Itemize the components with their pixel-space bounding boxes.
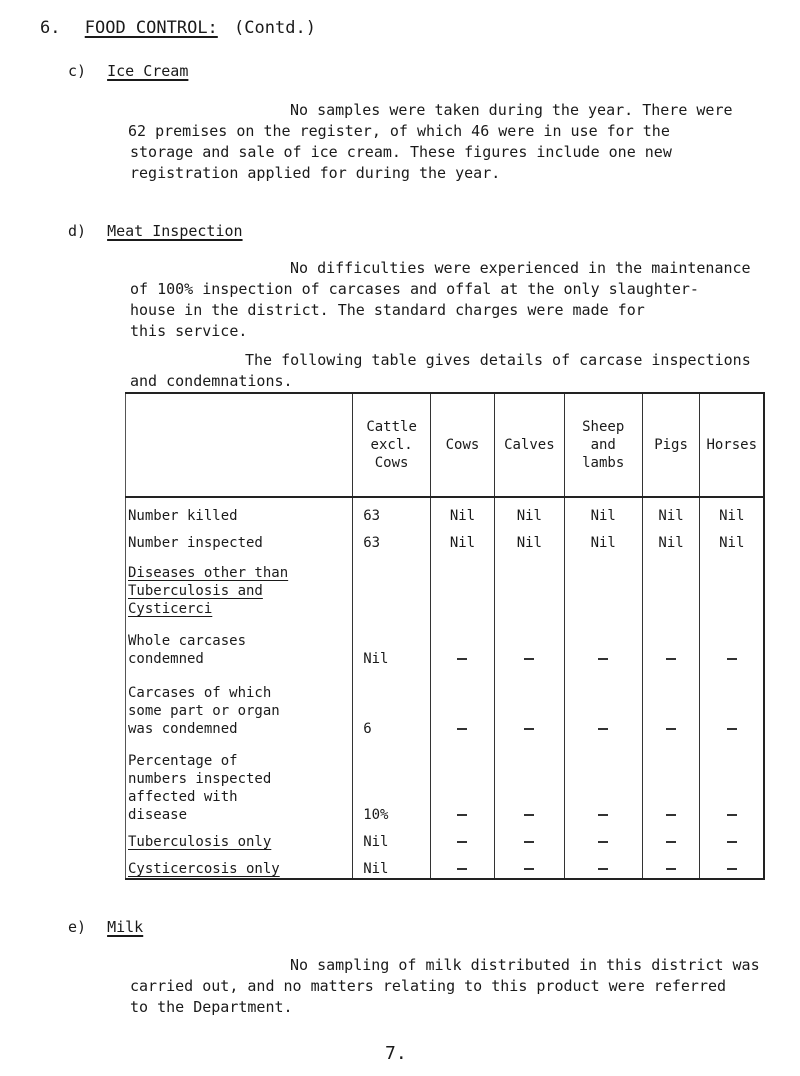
section-e-heading bbox=[68, 918, 143, 936]
table-cell: Nil bbox=[431, 525, 495, 552]
col-header: Calves bbox=[494, 393, 564, 497]
dash-mark bbox=[727, 728, 737, 730]
table-cell bbox=[642, 824, 700, 851]
table-cell bbox=[700, 738, 764, 824]
table-cell bbox=[642, 738, 700, 824]
row-label: Percentage of numbers inspected affected with disease bbox=[126, 738, 353, 824]
row-label: Cysticercosis only bbox=[126, 851, 353, 879]
table-cell bbox=[431, 824, 495, 851]
table-row bbox=[126, 618, 765, 668]
row-label: Number inspected bbox=[126, 525, 353, 552]
table-cell bbox=[564, 552, 642, 618]
dash-mark bbox=[727, 814, 737, 816]
section-d-text: No difficulties were experienced in the maintenance of 100% inspection of carcases and offal at the only slaughter- house in the district. The standard charges were made for this service. bbox=[130, 259, 751, 340]
table-row bbox=[126, 525, 765, 552]
table-cell: Nil bbox=[642, 497, 700, 525]
table-cell bbox=[494, 552, 564, 618]
section-c-letter: c) bbox=[68, 62, 87, 80]
dash-mark bbox=[666, 728, 676, 730]
dash-mark bbox=[727, 841, 737, 843]
dash-mark bbox=[524, 728, 534, 730]
section-d-heading bbox=[68, 222, 243, 240]
table-cell: 63 bbox=[353, 525, 431, 552]
dash-mark bbox=[524, 814, 534, 816]
dash-mark bbox=[598, 814, 608, 816]
dash-mark bbox=[598, 658, 608, 660]
col-header: Cattle excl. Cows bbox=[353, 393, 431, 497]
section-c-text: No samples were taken during the year. There were 62 premises on the register, of which 46 were in use for the storage and sale of ice cream. These figures include one new registration applied for during the year. bbox=[128, 101, 733, 182]
table-cell bbox=[700, 618, 764, 668]
table-row bbox=[126, 824, 765, 851]
table-cell bbox=[431, 738, 495, 824]
col-header: Sheep and lambs bbox=[564, 393, 642, 497]
dash-mark bbox=[457, 868, 467, 870]
dash-mark bbox=[524, 841, 534, 843]
table-cell bbox=[642, 668, 700, 738]
dash-mark bbox=[598, 868, 608, 870]
table-cell bbox=[494, 824, 564, 851]
table-cell: Nil bbox=[353, 618, 431, 668]
table-cell bbox=[700, 552, 764, 618]
table-cell bbox=[431, 851, 495, 879]
header-contd: (Contd.) bbox=[234, 18, 316, 38]
table-cell: Nil bbox=[564, 497, 642, 525]
dash-mark bbox=[457, 728, 467, 730]
table-cell bbox=[700, 824, 764, 851]
dash-mark bbox=[666, 841, 676, 843]
table-cell: Nil bbox=[700, 525, 764, 552]
table-cell bbox=[642, 851, 700, 879]
col-header: Pigs bbox=[642, 393, 700, 497]
page-header bbox=[40, 18, 316, 38]
table-cell bbox=[431, 552, 495, 618]
dash-mark bbox=[524, 658, 534, 660]
dash-mark bbox=[727, 658, 737, 660]
dash-mark bbox=[457, 814, 467, 816]
table-cell: Nil bbox=[353, 824, 431, 851]
row-label: Diseases other than Tuberculosis and Cysticerci bbox=[126, 552, 353, 618]
table-cell bbox=[431, 668, 495, 738]
table-cell bbox=[494, 668, 564, 738]
table-cell: Nil bbox=[353, 851, 431, 879]
table-cell bbox=[494, 738, 564, 824]
dash-mark bbox=[666, 658, 676, 660]
dash-mark bbox=[666, 814, 676, 816]
dash-mark bbox=[666, 868, 676, 870]
header-page-num: 6. bbox=[40, 18, 61, 38]
table-cell bbox=[494, 851, 564, 879]
table-cell: 6 bbox=[353, 668, 431, 738]
table-cell bbox=[431, 618, 495, 668]
dash-mark bbox=[457, 658, 467, 660]
col-header: Horses bbox=[700, 393, 764, 497]
section-c-heading bbox=[68, 62, 188, 80]
table-cell bbox=[700, 851, 764, 879]
section-d-letter: d) bbox=[68, 222, 87, 240]
table-row bbox=[126, 738, 765, 824]
dash-mark bbox=[598, 728, 608, 730]
dash-mark bbox=[727, 868, 737, 870]
row-label: Carcases of which some part or organ was condemned bbox=[126, 668, 353, 738]
dash-mark bbox=[598, 841, 608, 843]
col-header: Cows bbox=[431, 393, 495, 497]
table-cell bbox=[564, 824, 642, 851]
table-row bbox=[126, 668, 765, 738]
section-c-title: Ice Cream bbox=[107, 62, 189, 80]
table-cell: Nil bbox=[642, 525, 700, 552]
table-cell bbox=[564, 668, 642, 738]
carcase-inspection-table bbox=[125, 392, 765, 880]
table-cell bbox=[642, 618, 700, 668]
dash-mark bbox=[524, 868, 534, 870]
table-cell bbox=[564, 851, 642, 879]
table-row bbox=[126, 552, 765, 618]
table-row bbox=[126, 497, 765, 525]
section-e-title: Milk bbox=[107, 918, 144, 936]
table-cell bbox=[700, 668, 764, 738]
header-blank bbox=[126, 393, 353, 497]
page-number: 7. bbox=[385, 1043, 407, 1064]
table-cell: Nil bbox=[431, 497, 495, 525]
section-d-text-2: The following table gives details of carcase inspections and condemnations. bbox=[130, 351, 751, 390]
table-cell bbox=[642, 552, 700, 618]
table-cell: Nil bbox=[494, 525, 564, 552]
section-d-title: Meat Inspection bbox=[107, 222, 243, 240]
table-cell bbox=[564, 618, 642, 668]
table-cell bbox=[353, 552, 431, 618]
row-label: Whole carcases condemned bbox=[126, 618, 353, 668]
table-cell: Nil bbox=[494, 497, 564, 525]
table-row bbox=[126, 851, 765, 879]
row-label: Number killed bbox=[126, 497, 353, 525]
header-title: FOOD CONTROL: bbox=[84, 18, 218, 38]
row-label: Tuberculosis only bbox=[126, 824, 353, 851]
table-cell: 10% bbox=[353, 738, 431, 824]
table-cell bbox=[494, 618, 564, 668]
table-header-row bbox=[126, 393, 765, 497]
dash-mark bbox=[457, 841, 467, 843]
table-cell: 63 bbox=[353, 497, 431, 525]
table-cell bbox=[564, 738, 642, 824]
section-e-text: No sampling of milk distributed in this district was carried out, and no matters relating to this product were referred to the Department. bbox=[130, 956, 760, 1016]
table-cell: Nil bbox=[564, 525, 642, 552]
section-e-letter: e) bbox=[68, 918, 87, 936]
table-cell: Nil bbox=[700, 497, 764, 525]
